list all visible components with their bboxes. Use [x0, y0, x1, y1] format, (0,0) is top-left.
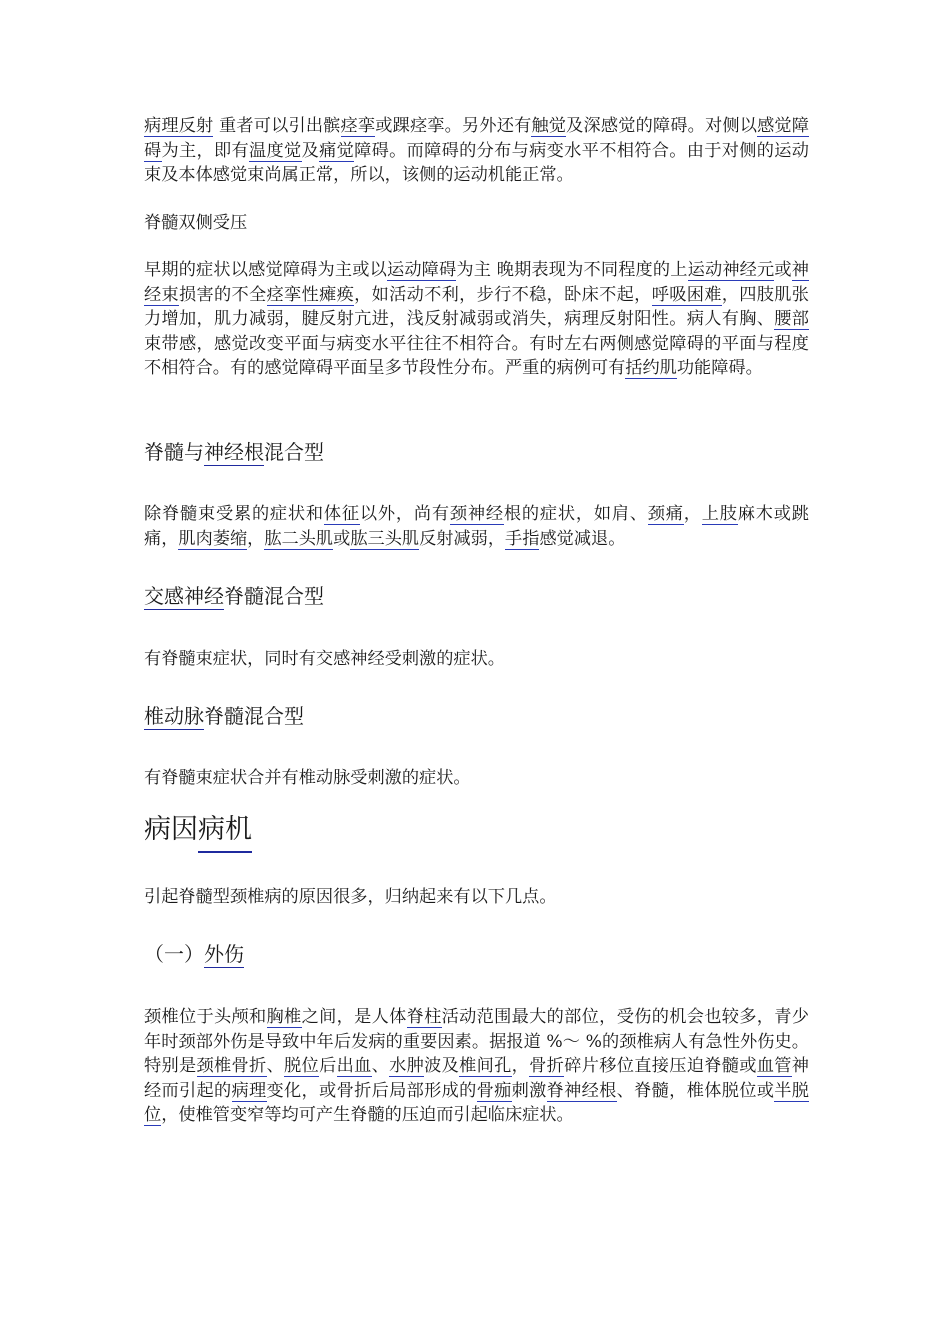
- term-link[interactable]: 出血: [336, 1056, 372, 1077]
- heading-etiology-pathogenesis: [144, 810, 809, 850]
- text-run: 、: [266, 1056, 285, 1077]
- text-run: 后: [319, 1056, 337, 1077]
- text-run: 神经而引起的: [144, 1056, 809, 1101]
- term-link[interactable]: 感觉障碍: [144, 116, 809, 161]
- term-link[interactable]: 痉挛性瘫痪: [266, 284, 355, 305]
- term-link[interactable]: 上肢: [701, 504, 738, 524]
- text-run: 混合型: [264, 440, 324, 464]
- text-run: 感觉减退。: [539, 528, 626, 549]
- text-run: 根的症状，如肩、: [503, 504, 648, 524]
- term-link[interactable]: 脊神经根: [546, 1080, 617, 1101]
- term-link[interactable]: 神经根: [204, 440, 264, 464]
- heading-vertebral-artery-spinal-mixed: [144, 701, 809, 731]
- heading-trauma: [144, 939, 809, 969]
- term-link[interactable]: 交感神经: [144, 584, 224, 608]
- paragraph-sympathetic-spinal-mixed: 有脊髓束症状，同时有交感神经受刺激的症状。: [144, 649, 505, 669]
- heading-pathogenesis-link[interactable]: 病机: [198, 814, 252, 853]
- term-link[interactable]: 颈神经: [449, 504, 504, 524]
- text-run: ，: [247, 528, 265, 549]
- term-link[interactable]: 温度觉: [249, 140, 302, 161]
- text-run: 脊髓混合型: [224, 584, 324, 608]
- term-link[interactable]: 呼吸困难: [651, 284, 722, 305]
- paragraph-bilateral-compression: [144, 258, 809, 381]
- subheading-bilateral-compression: 脊髓双侧受压: [144, 213, 248, 233]
- term-link[interactable]: 运动障碍: [386, 260, 457, 280]
- text-run: 或踝痉挛。另外还有: [375, 116, 532, 136]
- term-link[interactable]: 手指: [505, 528, 540, 549]
- term-link[interactable]: 颈痛: [647, 504, 684, 524]
- term-link[interactable]: 肱三头肌: [350, 528, 420, 549]
- paragraph-trauma: [144, 1005, 809, 1128]
- term-link[interactable]: 半脱位: [144, 1080, 809, 1126]
- paragraph-vertebral-artery-spinal-mixed: 有脊髓束症状合并有椎动脉受刺激的症状。: [144, 768, 471, 788]
- term-link[interactable]: 运动神经元: [687, 260, 775, 280]
- term-link[interactable]: 括约肌: [625, 358, 677, 379]
- term-link[interactable]: 肱二头肌: [264, 528, 334, 549]
- heading-etiology-part: 病因: [144, 814, 198, 845]
- text-run: 以外，尚有: [359, 504, 450, 524]
- text-run: 变化，或骨折后局部形成的: [266, 1080, 477, 1101]
- text-run: 脊髓混合型: [204, 704, 304, 728]
- text-run: 反射减弱，: [419, 528, 506, 549]
- text-run: 为主 晚期表现为不同程度的上: [456, 260, 688, 280]
- heading-trauma-link[interactable]: 外伤: [204, 942, 244, 966]
- term-link[interactable]: 痛觉: [319, 140, 355, 161]
- text-run: 或: [333, 528, 351, 549]
- text-run: 重者可以引出髌: [213, 116, 341, 136]
- text-run: 之间，是人体: [301, 1007, 407, 1027]
- term-link[interactable]: 胸椎: [266, 1007, 302, 1027]
- heading-trauma-number: （一）: [144, 942, 204, 966]
- text-run: 活动范围最大的部位，受伤的机会也较多，青少年时颈部外伤是导致中年后发病的重要因素。据报道 %～ %的颈椎病人有急性外伤史。特别是: [144, 1007, 809, 1077]
- term-link[interactable]: 骨折: [529, 1056, 565, 1077]
- text-run: 除脊髓束受累的症状和: [144, 504, 324, 524]
- text-run: 为主，即有: [161, 140, 250, 161]
- term-link[interactable]: 椎动脉: [144, 704, 204, 728]
- heading-spinal-nerve-root-mixed: [144, 437, 809, 467]
- text-run: 早期的症状以感觉障碍为主或以: [144, 260, 387, 280]
- text-run: 碎片移位直接压迫脊髓或: [564, 1056, 757, 1077]
- term-link[interactable]: 骨痂: [476, 1080, 512, 1101]
- paragraph-unilateral-compression: [144, 114, 809, 188]
- term-link[interactable]: 神经束: [144, 260, 809, 305]
- text-run: 、: [371, 1056, 390, 1077]
- text-run: 波及: [424, 1056, 460, 1077]
- text-run: 及深感觉的障碍。对侧以: [566, 116, 758, 136]
- term-link[interactable]: 痉挛: [340, 116, 376, 136]
- term-link[interactable]: 椎间孔: [459, 1056, 512, 1077]
- term-link[interactable]: 病理: [231, 1080, 267, 1101]
- text-run: 或: [774, 260, 792, 280]
- text-run: 障碍。而障碍的分布与病变水平不相符合。由于对侧的运动束及本体感觉束尚属正常，所以，该侧的运动机能正常。: [144, 140, 809, 186]
- term-link[interactable]: 腰部: [774, 309, 809, 330]
- paragraph-etiology-intro: 引起脊髓型颈椎病的原因很多，归纳起来有以下几点。: [144, 887, 557, 907]
- text-run: ，: [683, 504, 702, 524]
- text-run: 脊髓与: [144, 440, 204, 464]
- paragraph-spinal-nerve-root-mixed: [144, 502, 809, 551]
- text-run: 及: [301, 140, 320, 161]
- text-run: 麻木或跳痛，: [144, 504, 809, 549]
- text-run: ，使椎管变窄等均可产生脊髓的压迫而引起临床症状。: [161, 1105, 574, 1126]
- text-run: 刺激: [511, 1080, 547, 1101]
- text-run: 、脊髓，椎体脱位或: [616, 1080, 775, 1101]
- heading-sympathetic-spinal-mixed: [144, 581, 809, 611]
- term-link[interactable]: 颈椎骨折: [196, 1056, 267, 1077]
- text-run: 颈椎位于头颅和: [144, 1007, 267, 1027]
- term-link[interactable]: 肌肉萎缩: [178, 528, 248, 549]
- text-run: 损害的不全: [179, 284, 267, 305]
- text-run: 功能障碍。: [676, 358, 763, 379]
- term-link[interactable]: 体征: [323, 504, 360, 524]
- text-run: ，: [511, 1056, 530, 1077]
- term-link[interactable]: 病理反射: [144, 116, 214, 136]
- term-link[interactable]: 水肿: [389, 1056, 425, 1077]
- text-run: ，如活动不利，步行不稳，卧床不起，: [354, 284, 652, 305]
- text-run: 束带感，感觉改变平面与病变水平往往不相符合。有时左右两侧感觉障碍的平面与程度不相符合。有的感觉障碍平面呈多节段性分布。严重的病例可有: [144, 333, 809, 379]
- term-link[interactable]: 脊柱: [406, 1007, 442, 1027]
- term-link[interactable]: 触觉: [531, 116, 567, 136]
- term-link[interactable]: 脱位: [284, 1056, 320, 1077]
- text-run: ，四肢肌张力增加，肌力减弱，腱反射亢进，浅反射减弱或消失，病理反射阳性。病人有胸、: [144, 284, 809, 330]
- term-link[interactable]: 血管: [756, 1056, 792, 1077]
